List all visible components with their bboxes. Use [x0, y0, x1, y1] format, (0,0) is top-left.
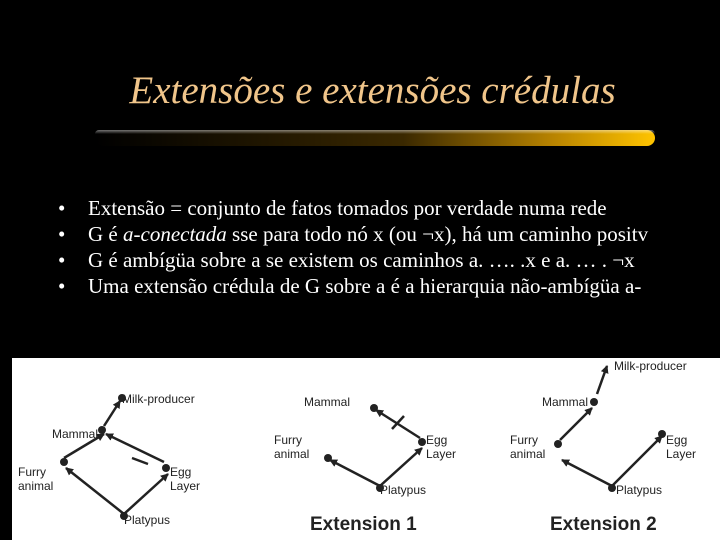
- label-ext2-milk-producer: Milk-producer: [614, 359, 687, 373]
- bullet-item: [58, 222, 720, 248]
- edge-ext1-platypus-furry: [330, 460, 380, 486]
- edge-ext2-platypus-furry: [562, 460, 612, 486]
- label-ext2-animal: animal: [510, 447, 546, 461]
- label-layer: Layer: [170, 479, 201, 493]
- label-ext2-mammal: Mammal: [542, 395, 589, 409]
- label-extension-1: Extension 1: [310, 514, 417, 535]
- bullet-text: Extensão = conjunto de fatos tomados por verdade numa rede: [88, 196, 607, 220]
- label-extension-2: Extension 2: [550, 514, 657, 535]
- label-ext1-egg: Egg: [426, 433, 448, 447]
- edge-ext2-mammal-milk: [597, 366, 607, 394]
- bullet-item: [58, 248, 720, 274]
- label-ext2-egg: Egg: [666, 433, 688, 447]
- bullet-symbol: •: [58, 222, 66, 246]
- label-ext1-animal: animal: [274, 447, 310, 461]
- edge-mammal-milk: [104, 401, 120, 426]
- label-ext2-platypus: Platypus: [616, 483, 663, 497]
- node-egg: [162, 464, 170, 472]
- edge-ext1-platypus-egg: [380, 448, 422, 486]
- label-platypus: Platypus: [124, 513, 171, 527]
- bullet-text: G é ambígüa sobre a se existem os caminhos a. …. .x e a. … . ¬x: [88, 248, 635, 272]
- edge-platypus-egg: [124, 474, 168, 514]
- node-ext1-furry: [324, 454, 332, 462]
- title-underline-bar: [95, 128, 665, 150]
- node-mammal: [98, 426, 106, 434]
- bullet-text: [88, 222, 648, 247]
- label-ext2-layer: Layer: [666, 447, 697, 461]
- node-furry: [60, 458, 68, 466]
- edge-negation-tick: [132, 458, 148, 464]
- label-ext1-layer: Layer: [426, 447, 457, 461]
- label-animal: animal: [18, 479, 54, 493]
- node-ext2-furry: [554, 440, 562, 448]
- bullet-item: [58, 196, 720, 222]
- bullet-symbol: •: [58, 248, 66, 272]
- bullet-text-pre: G é: [88, 222, 123, 246]
- inheritance-figure: [12, 358, 720, 540]
- node-ext1-mammal: [370, 404, 378, 412]
- inheritance-diagram: [12, 358, 720, 540]
- node-ext2-mammal: [590, 398, 598, 406]
- label-ext2-furry: Furry: [510, 433, 538, 447]
- bullet-text: Uma extensão crédula de G sobre a é a hierarquia não-ambígüa a-: [88, 274, 642, 298]
- edge-platypus-furry: [66, 468, 124, 514]
- label-milk-producer: Milk-producer: [122, 392, 195, 406]
- edge-ext2-furry-mammal: [560, 408, 592, 440]
- label-ext1-platypus: Platypus: [380, 483, 427, 497]
- label-egg: Egg: [170, 465, 192, 479]
- bullet-symbol: •: [58, 274, 66, 298]
- bullet-symbol: •: [58, 196, 66, 220]
- label-furry: Furry: [18, 465, 46, 479]
- slide-title: Extensões e extensões crédulas: [129, 69, 616, 112]
- bullet-list: [58, 196, 720, 300]
- bullet-text-post: sse para todo nó x (ou ¬x), há um caminho positv: [226, 222, 649, 246]
- bullet-item: [58, 274, 720, 300]
- label-mammal: Mammal: [52, 427, 99, 441]
- node-ext2-platypus: [608, 484, 616, 492]
- label-ext1-mammal: Mammal: [304, 395, 351, 409]
- bullet-text-emphasis: a-conectada: [123, 222, 227, 246]
- label-ext1-furry: Furry: [274, 433, 302, 447]
- node-ext2-egg: [658, 430, 666, 438]
- node-ext1-egg: [418, 438, 426, 446]
- edge-ext2-platypus-egg: [612, 436, 662, 486]
